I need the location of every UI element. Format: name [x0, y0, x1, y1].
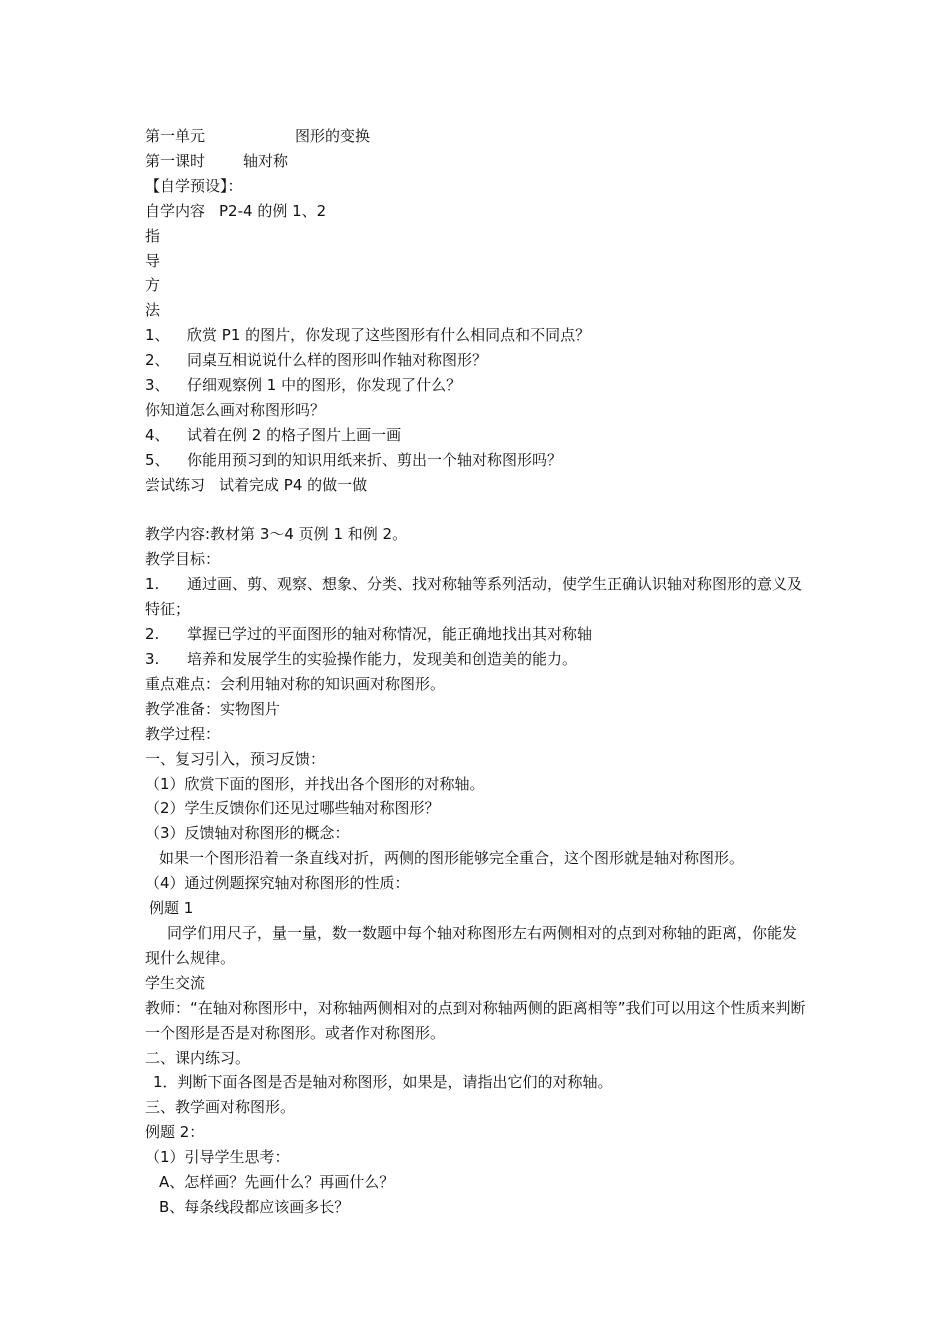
key-points: 重点难点：会利用轴对称的知识画对称图形。	[145, 674, 446, 693]
preview-heading: 【自学预设】：	[145, 176, 243, 195]
goal-text: 通过画、剪、观察、想象、分类、找对称轴等系列活动，使学生正确认识轴对称图形的意义及特征；	[145, 575, 803, 619]
goal-item	[145, 647, 810, 672]
goal-item	[145, 572, 810, 622]
method-char: 法	[145, 301, 161, 320]
teaching-content: 教学内容:教材第 3～4 页例 1 和例 2。	[145, 525, 408, 544]
section-one-item: （2）学生反馈你们还见过哪些轴对称图形？	[145, 799, 440, 818]
definition-text: 如果一个图形沿着一条直线对折，两侧的图形能够完全重合，这个图形就是轴对称图形。	[159, 849, 745, 868]
unit-title: 图形的变换	[295, 127, 371, 145]
unit-label: 第一单元	[145, 127, 206, 145]
section-one-heading: 一、复习引入，预习反馈：	[145, 749, 326, 768]
preview-content	[145, 199, 810, 224]
process-heading: 教学过程：	[145, 724, 221, 743]
teacher-text: 教师：“在轴对称图形中，对称轴两侧相对的点到对称轴两侧的距离相等”我们可以用这个性质来判断一个图形是否是对称图形。或者作对称图形。	[145, 998, 806, 1042]
section-three-sub-item: B、每条线段都应该画多长？	[159, 1197, 350, 1216]
method-char: 指	[145, 226, 161, 245]
method-char: 导	[145, 251, 161, 270]
question-number: 4、	[145, 425, 170, 444]
question-number: 2、	[145, 351, 170, 370]
preview-question	[145, 448, 810, 473]
example-one-label: 例题 1	[149, 899, 194, 918]
question-number: 3、	[145, 376, 170, 395]
lesson-heading	[145, 149, 810, 174]
example-one-text: 同学们用尺子，量一量，数一数题中每个轴对称图形左右两侧相对的点到对称轴的距离，你能发现什么规律。	[145, 923, 798, 967]
blank-line	[145, 498, 810, 523]
lesson-label: 第一课时	[145, 151, 206, 170]
question-text: 试着在例 2 的格子图片上画一画	[187, 425, 402, 444]
unit-heading	[145, 124, 810, 149]
section-three-item: （1）引导学生思考：	[145, 1148, 290, 1167]
goal-text: 培养和发展学生的实验操作能力，发现美和创造美的能力。	[187, 650, 578, 669]
example-two-label: 例题 2：	[145, 1123, 205, 1142]
section-two-item: 1．判断下面各图是否是轴对称图形，如果是，请指出它们的对称轴。	[153, 1073, 613, 1092]
preparation: 教学准备：实物图片	[145, 699, 281, 718]
question-text: 仔细观察例 1 中的图形，你发现了什么？	[187, 376, 462, 395]
goal-number: 3.	[145, 650, 160, 669]
goals-heading: 教学目标：	[145, 550, 221, 569]
question-number: 1、	[145, 326, 170, 345]
question-text: 同桌互相说说什么样的图形叫作轴对称图形？	[187, 351, 488, 370]
preview-question	[145, 348, 810, 373]
section-two-heading: 二、课内练习。	[145, 1048, 251, 1067]
section-three-heading: 三、教学画对称图形。	[145, 1098, 296, 1117]
student-exchange: 学生交流	[145, 973, 206, 992]
question-text: 欣赏 P1 的图片，你发现了这些图形有什么相同点和不同点？	[187, 326, 591, 345]
preview-question	[145, 423, 810, 448]
document-body	[145, 124, 810, 1220]
goal-number: 2.	[145, 625, 160, 644]
question-text: 你能用预习到的知识用纸来折、剪出一个轴对称图形吗？	[187, 450, 563, 469]
practice-label: 尝试练习	[145, 475, 206, 494]
section-one-item: （1）欣赏下面的图形，并找出各个图形的对称轴。	[145, 774, 485, 793]
goal-number: 1.	[145, 575, 160, 594]
preview-question	[145, 323, 810, 348]
method-char: 方	[145, 276, 161, 295]
preview-content-value: P2-4 的例 1、2	[219, 201, 327, 220]
preview-content-label: 自学内容	[145, 201, 206, 220]
goal-text: 掌握已学过的平面图形的轴对称情况，能正确地找出其对称轴	[187, 625, 593, 644]
preview-question-extra: 你知道怎么画对称图形吗？	[145, 400, 326, 419]
section-three-sub-item: A、怎样画？先画什么？再画什么？	[159, 1173, 395, 1192]
goal-item	[145, 622, 810, 647]
practice-line	[145, 473, 810, 498]
section-one-item: （4）通过例题探究轴对称图形的性质：	[145, 874, 410, 893]
preview-question	[145, 373, 810, 398]
question-number: 5、	[145, 450, 170, 469]
practice-value: 试着完成 P4 的做一做	[219, 475, 368, 494]
section-one-item: （3）反馈轴对称图形的概念：	[145, 824, 350, 843]
lesson-title: 轴对称	[243, 151, 289, 170]
